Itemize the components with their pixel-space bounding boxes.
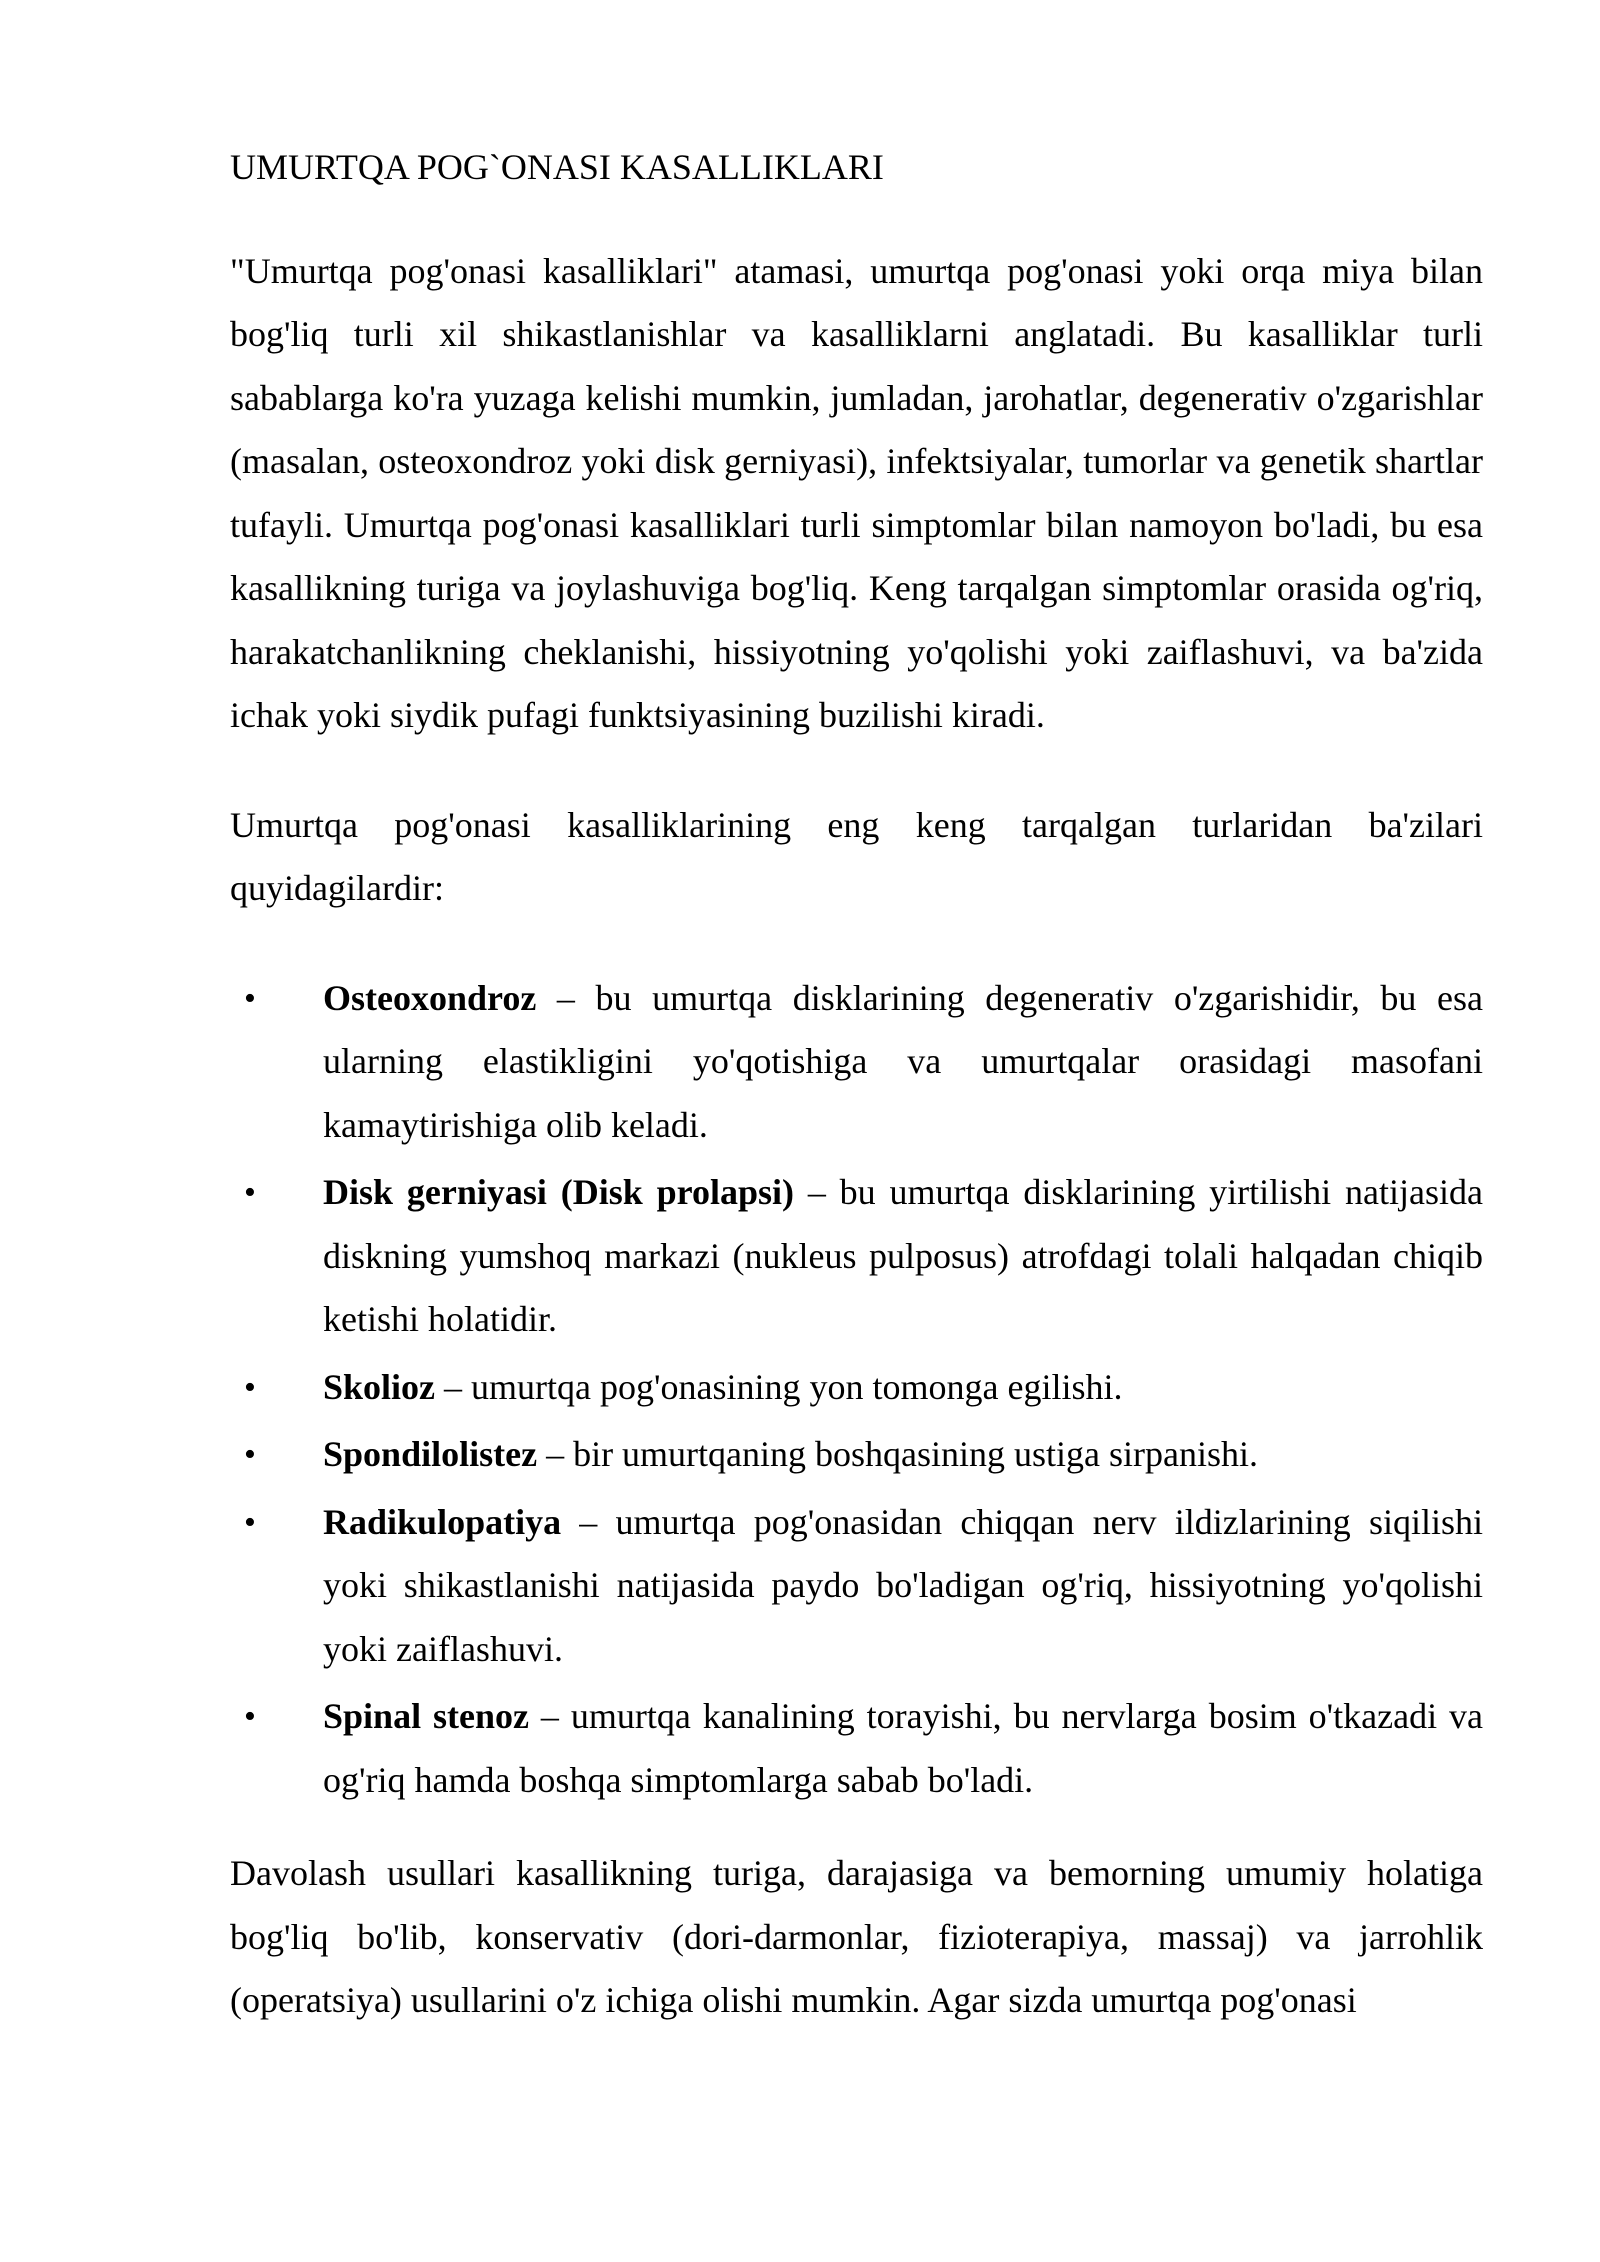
bullet-icon: • — [244, 979, 256, 1017]
bullet-description: – bu umurtqa disklarining degenerativ o'zgarishidir, bu esa ularning elastikligini yo'qotishiga va umurtqalar orasidagi masofani kamaytirishiga olib keladi. — [323, 977, 1483, 1145]
list-intro-paragraph: Umurtqa pog'onasi kasalliklarining eng keng tarqalgan turlaridan ba'zilari quyidagilardir: — [230, 804, 1483, 908]
bullet-term: Spondilolistez — [323, 1434, 538, 1474]
bullet-term: Radikulopatiya — [323, 1501, 562, 1542]
bullet-description: – umurtqa kanalining torayishi, bu nervlarga bosim o'tkazadi va og'riq hamda boshqa simptomlarga sabab bo'ladi. — [323, 1696, 1483, 1800]
list-item-spondilolistez — [230, 1423, 1483, 1487]
list-item-radikulopatiya — [230, 1491, 1483, 1682]
list-item-osteoxondroz — [230, 967, 1483, 1158]
bullet-term: Disk gerniyasi (Disk prolapsi) — [323, 1172, 794, 1212]
document-page — [230, 0, 1483, 2079]
bullet-term: Osteoxondroz — [323, 977, 537, 1018]
bullet-description: – bu umurtqa disklarining yirtilishi natijasida diskning yumshoq markazi (nukleus pulposus) atrofdagi tolali halqadan chiqib ketishi holatidir. — [323, 1172, 1483, 1339]
bullet-description: – bir umurtqaning boshqasining ustiga sirpanishi. — [537, 1434, 1259, 1474]
list-item-spinal-stenoz — [230, 1685, 1483, 1812]
bullet-icon: • — [244, 1174, 256, 1211]
disease-list — [230, 967, 1483, 1813]
bullet-description: – umurtqa pog'onasining yon tomonga egilishi. — [435, 1366, 1123, 1407]
bullet-description: – umurtqa pog'onasidan chiqqan nerv ildizlarining siqilishi yoki shikastlanishi natijasida paydo bo'ladigan og'riq, hissiyotning yo'qolishi yoki zaiflashuvi. — [323, 1501, 1483, 1669]
bullet-term: Skolioz — [323, 1366, 436, 1407]
bullet-term: Spinal stenoz — [323, 1696, 529, 1736]
closing-paragraph: Davolash usullari kasallikning turiga, darajasiga va bemorning umumiy holatiga bog'liq bo'lib, konservativ (dori-darmonlar, fizioterapiya, massaj) va jarrohlik (operatsiya) usullarini o'z ichiga olishi mumkin. Agar sizda umurtqa pog'onasi — [230, 1853, 1483, 2020]
list-item-disk-gerniyasi — [230, 1161, 1483, 1352]
bullet-icon: • — [244, 1698, 256, 1735]
bullet-icon: • — [244, 1436, 256, 1473]
bullet-icon: • — [244, 1503, 256, 1541]
intro-paragraph: "Umurtqa pog'onasi kasalliklari" atamasi, umurtqa pog'onasi yoki orqa miya bilan bog'liq turli xil shikastlanishlar va kasalliklarni anglatadi. Bu kasalliklar turli sabablarga ko'ra yuzaga kelishi mumkin, jumladan, jarohatlar, degenerativ o'zgarishlar (masalan, osteoxondroz yoki disk gerniyasi), infektsiyalar, tumorlar va genetik shartlar tufayli. Umurtqa pog'onasi kasalliklari turli simptomlar bilan namoyon bo'ladi, bu esa kasallikning turiga va joylashuviga bog'liq. Keng tarqalgan simptomlar orasida og'riq, harakatchanlikning cheklanishi, hissiyotning yo'qolishi yoki zaiflashuvi, va ba'zida ichak yoki siydik pufagi funktsiyasining buzilishi kiradi. — [230, 250, 1483, 735]
bullet-icon: • — [244, 1368, 256, 1406]
page-title: UMURTQA POG`ONASI KASALLIKLARI — [230, 147, 884, 187]
list-item-skolioz — [230, 1356, 1483, 1420]
